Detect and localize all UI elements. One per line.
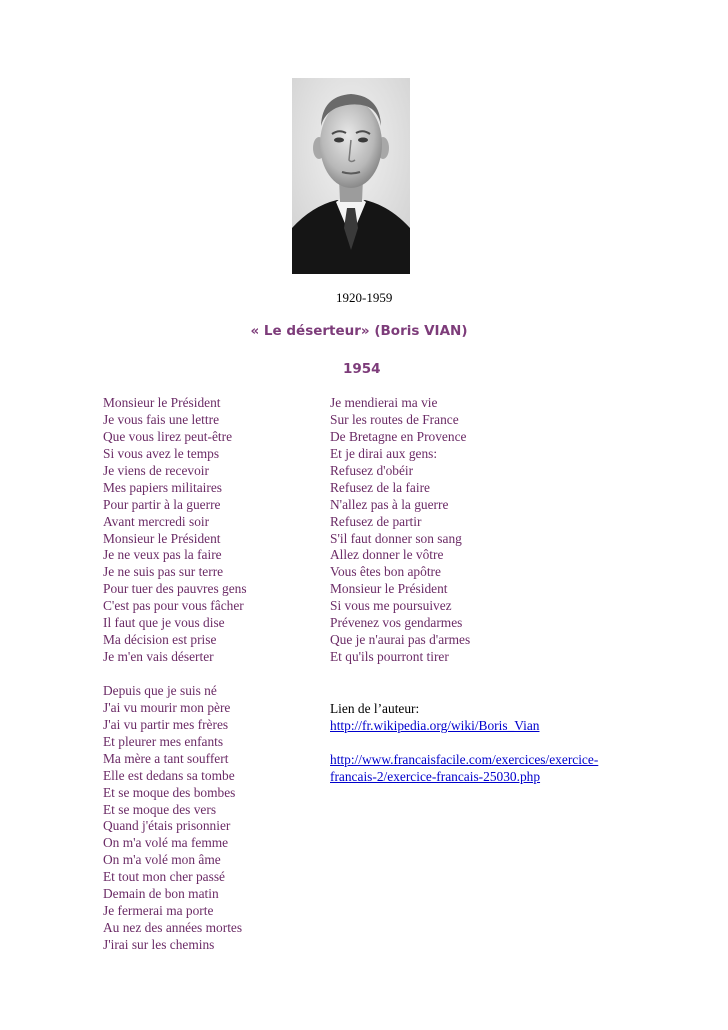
poem-line: Mes papiers militaires [103,479,222,495]
poem-line: Je ne suis pas sur terre [103,564,224,580]
poem-line: N'allez pas à la guerre [330,496,449,512]
poem-line: J'ai vu partir mes frères [103,716,229,732]
poem-line: Que je n'aurai pas d'armes [330,632,471,648]
link-spacer [330,735,650,752]
poem-line: Je m'en vais déserter [103,649,214,665]
poem-line: Et se moque des vers [103,801,217,817]
poem-line: Quand j'étais prisonnier [103,818,231,834]
poem-line: Elle est dedans sa tombe [103,767,235,783]
poem-line: Je fermerai ma porte [103,903,214,919]
poem-line: Si vous avez le temps [103,445,220,461]
poem-line: J'ai vu mourir mon père [103,699,231,715]
poem-line: Avant mercredi soir [103,513,210,529]
author-portrait [292,78,410,274]
poem-line: Et tout mon cher passé [103,869,225,885]
poem-line: On m'a volé mon âme [103,852,221,868]
poem-line: Depuis que je suis né [103,682,217,698]
poem-line: Et je dirai aux gens: [330,445,438,461]
poem-title: « Le déserteur» (Boris VIAN) [250,323,468,339]
poem-line: Et qu'ils pourront tirer [330,649,449,665]
author-dates: 1920-1959 [336,290,393,305]
poem-line: Que vous lirez peut-être [103,428,233,444]
poem-line: Demain de bon matin [103,886,219,902]
poem-line: Ma mère a tant souffert [103,750,229,766]
poem-line: S'il faut donner son sang [330,530,462,546]
poem-line: Je ne veux pas la faire [103,547,222,563]
stanza-gap [103,666,303,683]
poem-line: Monsieur le Président [103,395,221,410]
poem-line: Prévenez vos gendarmes [330,615,463,631]
author-links [330,701,650,786]
poem-line: De Bretagne en Provence [330,428,467,444]
wikipedia-link[interactable]: http://fr.wikipedia.org/wiki/Boris_Vian [330,717,540,733]
poem-line: Pour partir à la guerre [103,496,221,512]
poem-right-column [330,395,650,666]
poem-line: Si vous me poursuivez [330,598,452,614]
poem-line: Ma décision est prise [103,632,217,648]
poem-line: Je viens de recevoir [103,462,209,478]
exercise-link-line1[interactable]: http://www.francaisfacile.com/exercices/exercice- [330,751,599,767]
poem-line: C'est pas pour vous fâcher [103,598,244,614]
poem-left-column [103,395,303,954]
exercise-link-line2[interactable]: francais-2/exercice-francais-25030.php [330,768,541,784]
poem-line: Refusez de la faire [330,479,430,495]
poem-line: Monsieur le Président [330,581,448,597]
poem-line: Vous êtes bon apôtre [330,564,441,580]
poem-line: J'irai sur les chemins [103,937,215,952]
poem-line: Je vous fais une lettre [103,411,220,427]
poem-line: Allez donner le vôtre [330,547,444,563]
poem-line: Refusez de partir [330,513,422,529]
author-link-label: Lien de l’auteur: [330,701,420,716]
poem-year: 1954 [343,361,381,377]
poem-line: Et se moque des bombes [103,784,236,800]
poem-line: Il faut que je vous dise [103,615,225,631]
poem-line: Refusez d'obéir [330,462,414,478]
poem-line: Sur les routes de France [330,411,459,427]
poem-line: Pour tuer des pauvres gens [103,581,247,597]
poem-line: Et pleurer mes enfants [103,733,224,749]
poem-line: Monsieur le Président [103,530,221,546]
poem-line: Je mendierai ma vie [330,395,438,410]
poem-line: On m'a volé ma femme [103,835,229,851]
poem-line: Au nez des années mortes [103,920,243,936]
